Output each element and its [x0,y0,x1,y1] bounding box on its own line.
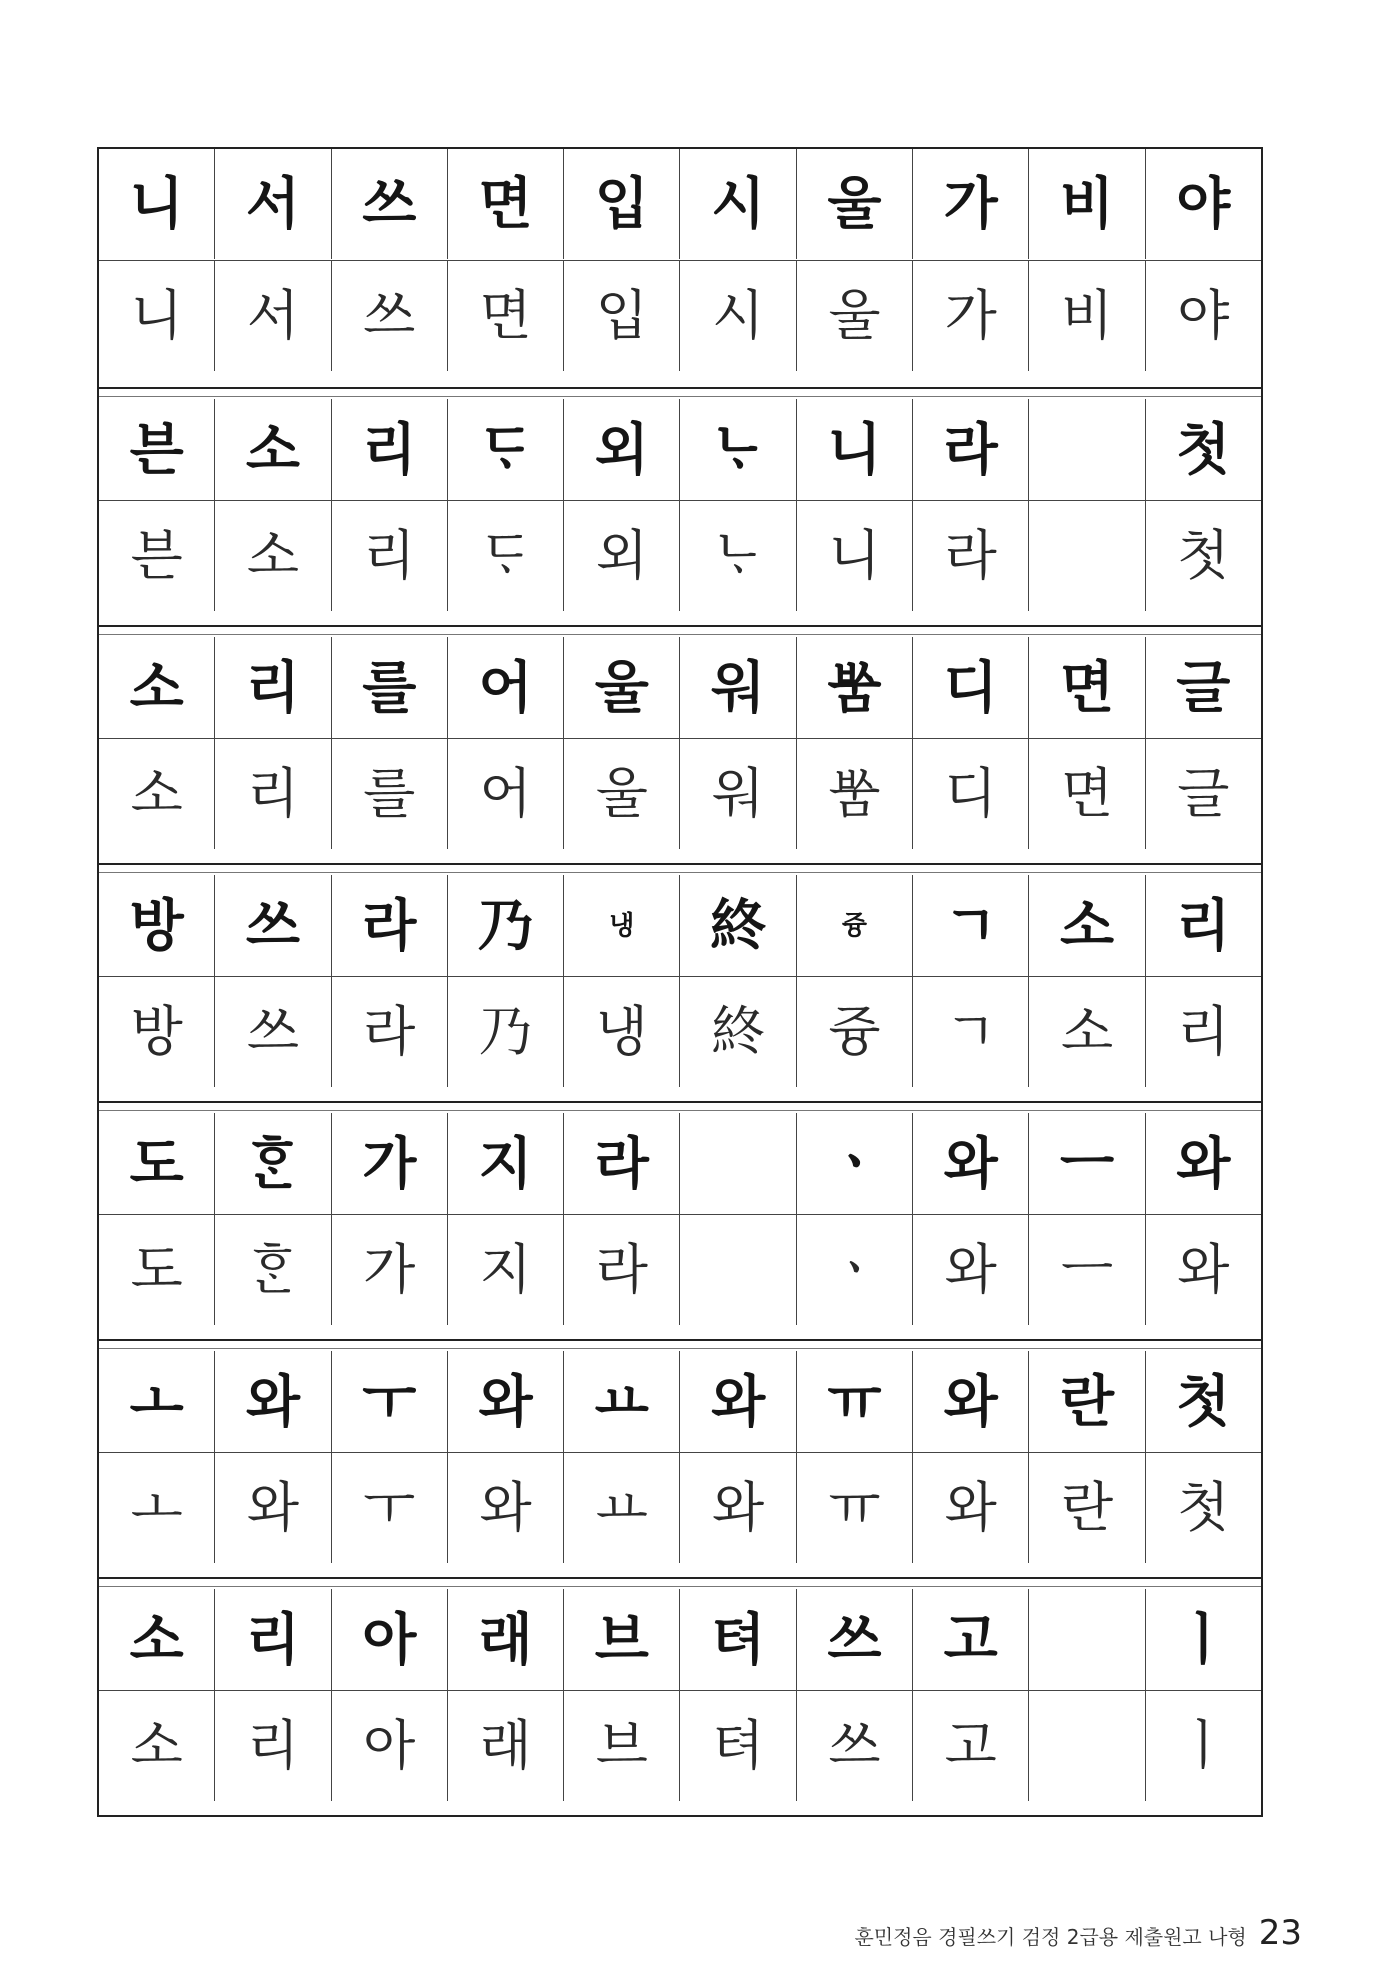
model-character-cell: ᄡᅮᆷ [797,637,913,738]
copy-character-cell: 와 [913,1215,1029,1325]
model-character-cell: 라 [332,875,448,976]
copy-character-cell: 디 [913,739,1029,849]
copy-character-cell: 울 [564,739,680,849]
copy-character-cell: ᄡᅮᆷ [797,739,913,849]
model-character-cell: 소 [99,637,215,738]
model-line [99,1589,1261,1690]
writing-grid [97,147,1263,1817]
model-character-cell: 시 [680,149,796,259]
model-character-cell: 글 [1176,654,1231,721]
model-character-cell: ㅡ [1029,1113,1145,1214]
model-character-cell: 와 [448,1351,564,1452]
model-character-cell: ᄂᆞ [680,399,796,500]
model-character-cell: ㅗ [99,1351,215,1452]
model-character-cell: 니 [797,399,913,500]
copy-character-cell: 소 [1029,977,1145,1087]
model-character-cell: 도 [99,1113,215,1214]
model-character-cell: ㅣ [1176,1606,1231,1673]
copy-character-cell: 가 [913,261,1029,371]
model-character-cell: 니 [99,149,215,259]
blank-cell [680,1215,796,1325]
model-character-cell: 서 [215,149,331,259]
model-character-cell: 란 [1029,1351,1145,1452]
copy-character-cell: ㅡ [1029,1215,1145,1325]
copy-character-cell: 란 [1029,1453,1145,1563]
copy-character-cell: ᄂᆞ [680,501,796,611]
copy-character-cell: 를 [332,739,448,849]
model-character-cell: 첫 [1176,1368,1231,1435]
copy-character-cell: 도 [99,1215,215,1325]
row-group [99,1339,1261,1577]
copy-character-cell: 와 [680,1453,796,1563]
copy-character-cell: 방 [99,977,215,1087]
model-character-cell: 리 [215,1589,331,1690]
model-character-cell: 냉 [564,875,680,976]
row-group [99,625,1261,863]
copy-character-cell: ㆍ [797,1215,913,1325]
model-character-cell: 乃 [448,875,564,976]
model-character-cell: 와 [1176,1130,1231,1197]
copy-character-cell: ᄒᆞᆫ [215,1215,331,1325]
copy-line [99,1690,1261,1801]
page-footer [854,1913,1302,1953]
model-character-cell: 쓰 [797,1589,913,1690]
blank-cell [1029,399,1145,500]
model-line [99,149,1261,259]
model-character-cell: 어 [448,637,564,738]
model-character-cell: ᄒᆞᆫ [215,1113,331,1214]
copy-character-cell: 소 [99,739,215,849]
model-character-cell: 지 [448,1113,564,1214]
row-group [99,1101,1261,1339]
model-character-cell: 비 [1029,149,1145,259]
copy-character-cell: 와 [1177,1238,1230,1301]
copy-line [99,500,1261,611]
row-group [99,149,1261,387]
copy-character-cell: ㅜ [332,1453,448,1563]
copy-character-cell: 비 [1029,261,1145,371]
copy-character-cell: 냉 [564,977,680,1087]
copy-character-cell: 라 [332,977,448,1087]
row-group [99,863,1261,1101]
model-character-cell: 라 [913,399,1029,500]
copy-character-cell: 첫 [1177,1476,1230,1539]
model-character-cell: 래 [448,1589,564,1690]
model-character-cell: 와 [913,1351,1029,1452]
copy-character-cell: 니 [797,501,913,611]
model-character-cell: 방 [99,875,215,976]
copy-line [99,738,1261,849]
copy-character-cell: 쓰 [797,1691,913,1801]
copy-character-cell: 라 [913,501,1029,611]
model-character-cell: 면 [448,149,564,259]
model-character-cell: 라 [564,1113,680,1214]
model-line [99,637,1261,738]
copy-character-cell: ㅣ [1177,1714,1230,1777]
copy-character-cell: 외 [564,501,680,611]
copy-character-cell: 와 [913,1453,1029,1563]
copy-character-cell: 리 [215,739,331,849]
copy-character-cell: 아 [332,1691,448,1801]
model-character-cell: ㄱ [913,875,1029,976]
copy-character-cell: 乃 [448,977,564,1087]
model-character-cell: 終 [680,875,796,976]
model-character-cell: 를 [332,637,448,738]
copy-character-cell: 쓰 [215,977,331,1087]
copy-character-cell: 와 [215,1453,331,1563]
copy-character-cell: 어 [448,739,564,849]
copy-line [99,976,1261,1087]
copy-character-cell: 소 [215,501,331,611]
model-character-cell: 텨 [680,1589,796,1690]
model-character-cell: 와 [913,1113,1029,1214]
copy-character-cell: 終 [680,977,796,1087]
model-character-cell: 면 [1029,637,1145,738]
model-character-cell: 소 [215,399,331,500]
copy-line [99,260,1261,371]
copy-character-cell: 시 [680,261,796,371]
model-character-cell: ㅜ [332,1351,448,1452]
model-character-cell: 울 [564,637,680,738]
copy-character-cell: ㄱ [913,977,1029,1087]
copy-character-cell: ᄃᆞ [448,501,564,611]
copy-character-cell: 첫 [1177,524,1230,587]
copy-character-cell: 야 [1177,284,1230,347]
copy-character-cell: 워 [680,739,796,849]
model-line [99,1351,1261,1452]
copy-character-cell: 리 [1177,1000,1230,1063]
copy-character-cell: 입 [564,261,680,371]
copy-character-cell: 븐 [99,501,215,611]
row-group [99,387,1261,625]
blank-cell [1029,501,1145,611]
model-character-cell: 와 [680,1351,796,1452]
copy-character-cell: 리 [215,1691,331,1801]
copy-character-cell: 쓰 [332,261,448,371]
copy-line [99,1214,1261,1325]
copy-character-cell: 가 [332,1215,448,1325]
model-character-cell: ㆍ [797,1113,913,1214]
model-character-cell: 울 [797,149,913,259]
copy-character-cell: 글 [1177,762,1230,825]
model-line [99,875,1261,976]
copy-character-cell: 울 [797,261,913,371]
model-line [99,1113,1261,1214]
model-character-cell: ㅛ [564,1351,680,1452]
copy-character-cell: 리 [332,501,448,611]
model-character-cell: 리 [1176,892,1231,959]
row-group [99,1577,1261,1815]
copy-character-cell: 지 [448,1215,564,1325]
model-character-cell: 와 [215,1351,331,1452]
copy-character-cell: 즁 [797,977,913,1087]
model-character-cell: 리 [215,637,331,738]
model-character-cell: 워 [680,637,796,738]
copy-character-cell: 라 [564,1215,680,1325]
copy-character-cell: ㅛ [564,1453,680,1563]
model-character-cell: 소 [99,1589,215,1690]
model-character-cell: 외 [564,399,680,500]
model-character-cell: 브 [564,1589,680,1690]
blank-cell [1029,1589,1145,1690]
model-character-cell: ㅠ [797,1351,913,1452]
model-character-cell: 디 [913,637,1029,738]
blank-cell [680,1113,796,1214]
model-character-cell: 븐 [99,399,215,500]
copy-character-cell: 래 [448,1691,564,1801]
copy-character-cell: ㅠ [797,1453,913,1563]
footer-title: 훈민정음 경필쓰기 검정 2급용 제출원고 나형 [854,1925,1247,1949]
model-character-cell: 아 [332,1589,448,1690]
model-character-cell: 첫 [1176,416,1231,483]
model-character-cell: 고 [913,1589,1029,1690]
copy-character-cell: 면 [448,261,564,371]
copy-line [99,1452,1261,1563]
copy-character-cell: 면 [1029,739,1145,849]
model-character-cell: 가 [913,149,1029,259]
model-character-cell: ᄃᆞ [448,399,564,500]
blank-cell [1029,1691,1145,1801]
model-character-cell: 입 [564,149,680,259]
model-character-cell: 가 [332,1113,448,1214]
page-number: 23 [1258,1913,1302,1953]
model-character-cell: 야 [1176,171,1231,237]
model-character-cell: 즁 [797,875,913,976]
model-character-cell: 쓰 [332,149,448,259]
copy-character-cell: 소 [99,1691,215,1801]
copy-character-cell: 와 [448,1453,564,1563]
copy-character-cell: ㅗ [99,1453,215,1563]
copy-character-cell: 니 [99,261,215,371]
copy-character-cell: 서 [215,261,331,371]
copy-character-cell: 고 [913,1691,1029,1801]
model-character-cell: 리 [332,399,448,500]
copy-character-cell: 브 [564,1691,680,1801]
model-line [99,399,1261,500]
model-character-cell: 쓰 [215,875,331,976]
copy-character-cell: 텨 [680,1691,796,1801]
model-character-cell: 소 [1029,875,1145,976]
